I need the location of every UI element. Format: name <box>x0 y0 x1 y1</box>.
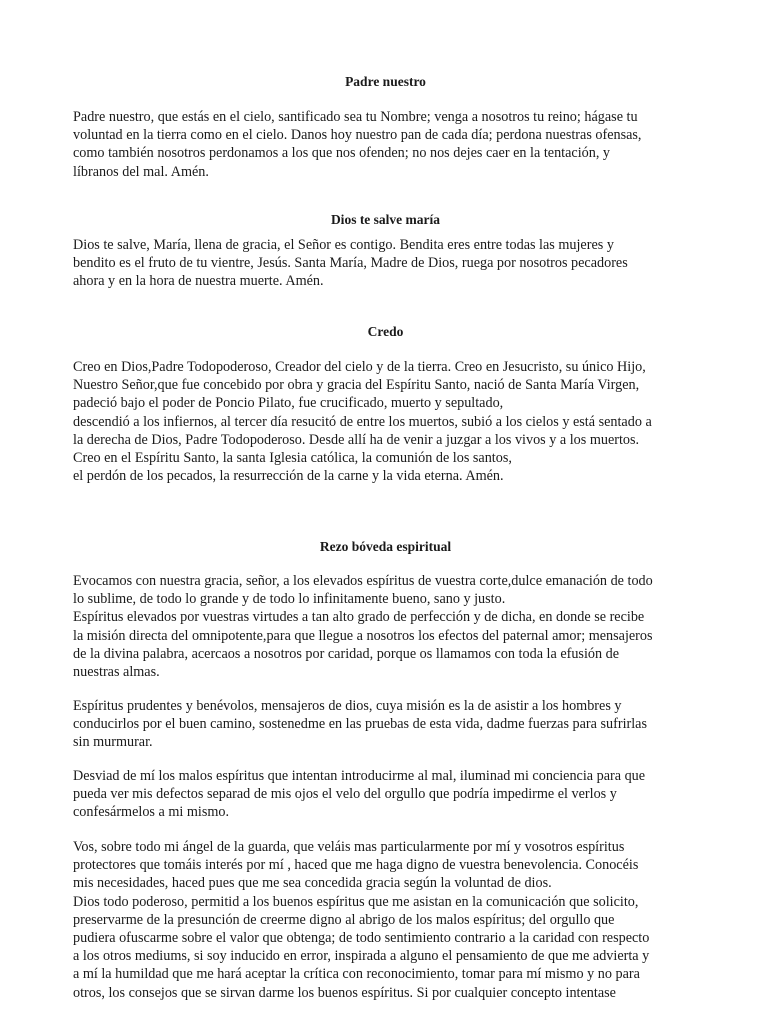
paragraph-rezo-2 <box>73 697 713 752</box>
text-line: a los otros mediums, si soy inducido en error, inspirada a alguno el pensamiento de que me advierta y <box>73 948 650 965</box>
section-title-rezo-boveda: Rezo bóveda espiritual <box>319 539 452 554</box>
text-line: sin murmurar. <box>73 734 153 751</box>
text-line: a mí la humildad que me hará aceptar la crítica con reconocimiento, tomar para mí mismo y no para <box>73 966 640 983</box>
text-line: Desviad de mí los malos espíritus que intentan introducirme al mal, iluminad mi conciencia para que <box>73 768 646 784</box>
text-line: protectores que tomáis interés por mí , haced que me haga digno de vuestra benevolencia. Conocéis <box>73 857 639 874</box>
text-line: padeció bajo el poder de Poncio Pilato, fue crucificado, muerto y sepultado, <box>73 395 504 412</box>
text-line: pudiera ofuscarme sobre el valor que obtenga; de todo sentimiento contrario a la caridad con respecto <box>73 929 650 946</box>
text-line: Nuestro Señor,que fue concebido por obra y gracia del Espíritu Santo, nació de Santa María Virgen, <box>73 377 640 394</box>
text-line: como también nosotros perdonamos a los que nos ofenden; no nos dejes caer en la tentación, y <box>73 145 611 162</box>
text-line: Creo en Dios,Padre Todopoderoso, Creador del cielo y de la tierra. Creo en Jesucristo, su único Hijo, <box>73 359 646 375</box>
text-line: Dios todo poderoso, permitid a los buenos espíritus que me asistan en la comunicación que solicito, <box>73 893 639 910</box>
paragraph-rezo-3 <box>73 767 713 822</box>
text-line: Evocamos con nuestra gracia, señor, a los elevados espíritus de vuestra corte,dulce emanación de todo <box>73 573 653 589</box>
text-line: Creo en el Espíritu Santo, la santa Iglesia católica, la comunión de los santos, <box>73 449 512 466</box>
text-line: Espíritus prudentes y benévolos, mensajeros de dios, cuya misión es la de asistir a los hombres y <box>73 698 622 714</box>
paragraph-rezo-4 <box>73 838 713 1002</box>
text-line: Padre nuestro, que estás en el cielo, santificado sea tu Nombre; venga a nosotros tu reino; hágase tu <box>73 109 638 125</box>
text-line: preservarme de la presunción de creerme digno al abrigo de los malos espíritus; del orgullo que <box>73 911 615 928</box>
paragraph-rezo-1 <box>73 572 713 681</box>
text-line: el perdón de los pecados, la resurrección de la carne y la vida eterna. Amén. <box>73 468 504 485</box>
section-title-dios-te-salve: Dios te salve maría <box>330 212 441 227</box>
text-line: la misión directa del omnipotente,para que llegue a nosotros los efectos del paternal amor; mensajeros <box>73 627 653 644</box>
paragraph-credo <box>73 358 713 485</box>
paragraph-padre-nuestro <box>73 108 713 181</box>
text-line: líbranos del mal. Amén. <box>73 163 209 180</box>
text-line: Vos, sobre todo mi ángel de la guarda, que veláis mas particularmente por mí y vosotros espíritus <box>73 839 625 855</box>
paragraph-dios-te-salve <box>73 236 713 291</box>
section-title-credo: Credo <box>367 324 404 339</box>
text-line: voluntad en la tierra como en el cielo. Danos hoy nuestro pan de cada día; perdona nuestras ofensas, <box>73 127 642 144</box>
text-line: pueda ver mis defectos separad de mis ojos el velo del orgullo que podría impedirme el verlos y <box>73 786 617 803</box>
text-line: la derecha de Dios, Padre Todopoderoso. Desde allí ha de venir a juzgar a los vivos y a los muertos. <box>73 431 640 448</box>
text-line: confesármelos a mi mismo. <box>73 804 230 821</box>
text-line: de la divina palabra, acercaos a nosotros por caridad, porque os llamamos con toda la efusión de <box>73 645 620 662</box>
text-line: Espíritus elevados por vuestras virtudes a tan alto grado de perfección y de dicha, en donde se recibe <box>73 609 645 626</box>
text-line: bendito es el fruto de tu vientre, Jesús. Santa María, Madre de Dios, ruega por nosotros pecadores <box>73 255 628 272</box>
text-line: descendió a los infiernos, al tercer día resucitó de entre los muertos, subió a los cielos y está sentado a <box>73 413 652 430</box>
text-line: ahora y en la hora de nuestra muerte. Amén. <box>73 273 324 290</box>
text-line: mis necesidades, haced pues que me sea concedida gracia según la voluntad de dios. <box>73 875 552 892</box>
text-line: otros, los consejos que se sirvan darme los buenos espíritus. Si por cualquier concepto intentase <box>73 984 616 1001</box>
text-line: lo sublime, de todo lo grande y de todo lo infinitamente bueno, sano y justo. <box>73 591 506 608</box>
section-title-padre-nuestro: Padre nuestro <box>345 74 426 89</box>
text-line: Dios te salve, María, llena de gracia, el Señor es contigo. Bendita eres entre todas las mujeres y <box>73 237 614 253</box>
text-line: conducirlos por el buen camino, sostenedme en las pruebas de esta vida, dadme fuerzas para sufrirlas <box>73 716 647 733</box>
text-line: nuestras almas. <box>73 663 160 680</box>
